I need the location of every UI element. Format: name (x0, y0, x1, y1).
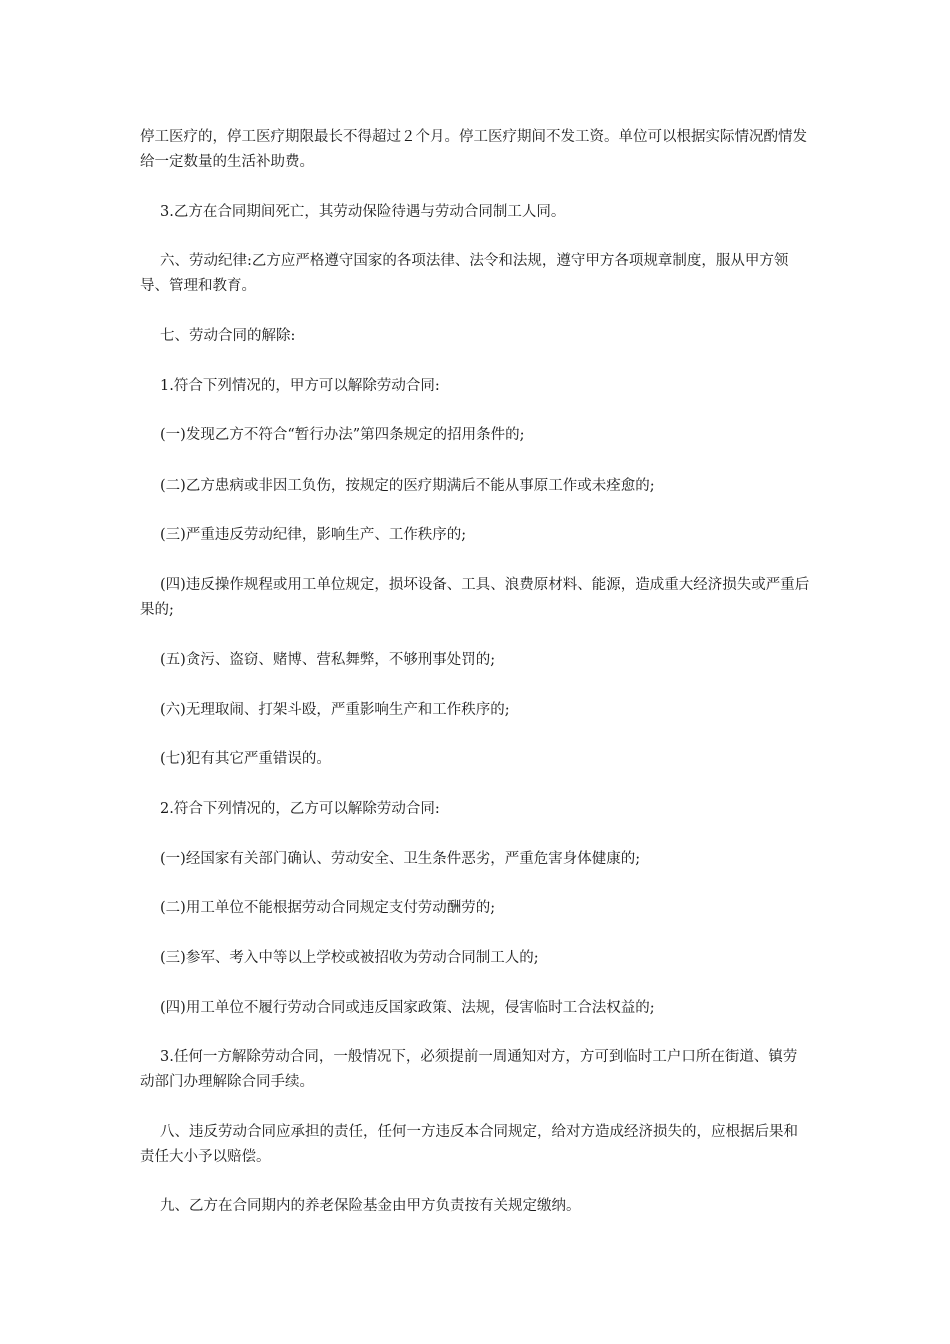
list-item: (一)经国家有关部门确认、劳动安全、卫生条件恶劣，严重危害身体健康的; (160, 851, 641, 867)
list-item: (二)用工单位不能根据劳动合同规定支付劳动酬劳的; (160, 900, 496, 916)
list-item: (五)贪污、盗窃、赌博、营私舞弊，不够刑事处罚的; (160, 652, 496, 668)
list-item: (四)违反操作规程或用工单位规定，损坏设备、工具、浪费原材料、能源，造成重大经济损失或严重后果的; (140, 577, 810, 618)
paragraph: 八、违反劳动合同应承担的责任，任何一方违反本合同规定，给对方造成经济损失的，应根据后果和责任大小予以赔偿。 (140, 1124, 798, 1165)
paragraph: 停工医疗的，停工医疗期限最长不得超过２个月。停工医疗期间不发工资。单位可以根据实际情况酌情发给一定数量的生活补助费。 (140, 129, 807, 170)
list-item: (七)犯有其它严重错误的。 (160, 751, 331, 767)
paragraph: 六、劳动纪律:乙方应严格遵守国家的各项法律、法令和法规，遵守甲方各项规章制度，服从甲方领导、管理和教育。 (140, 253, 789, 294)
list-item: (一)发现乙方不符合“暂行办法”第四条规定的招用条件的; (160, 427, 525, 443)
paragraph: 3.任何一方解除劳动合同，一般情况下，必须提前一周通知对方，方可到临时工户口所在街道、镇劳动部门办理解除合同手续。 (140, 1049, 798, 1090)
paragraph: 3.乙方在合同期间死亡，其劳动保险待遇与劳动合同制工人同。 (160, 204, 566, 220)
list-item: (三)参军、考入中等以上学校或被招收为劳动合同制工人的; (160, 950, 539, 966)
list-item: (六)无理取闹、打架斗殴，严重影响生产和工作秩序的; (160, 702, 510, 718)
list-item: (三)严重违反劳动纪律，影响生产、工作秩序的; (160, 527, 467, 543)
list-item: (二)乙方患病或非因工负伤，按规定的医疗期满后不能从事原工作或未痊愈的; (160, 478, 655, 494)
paragraph: 2.符合下列情况的，乙方可以解除劳动合同: (160, 801, 440, 817)
section-heading: 七、劳动合同的解除: (160, 328, 296, 344)
list-item: (四)用工单位不履行劳动合同或违反国家政策、法规，侵害临时工合法权益的; (160, 1000, 655, 1016)
paragraph: 九、乙方在合同期内的养老保险基金由甲方负责按有关规定缴纳。 (160, 1198, 581, 1214)
paragraph: 1.符合下列情况的，甲方可以解除劳动合同: (160, 378, 440, 394)
